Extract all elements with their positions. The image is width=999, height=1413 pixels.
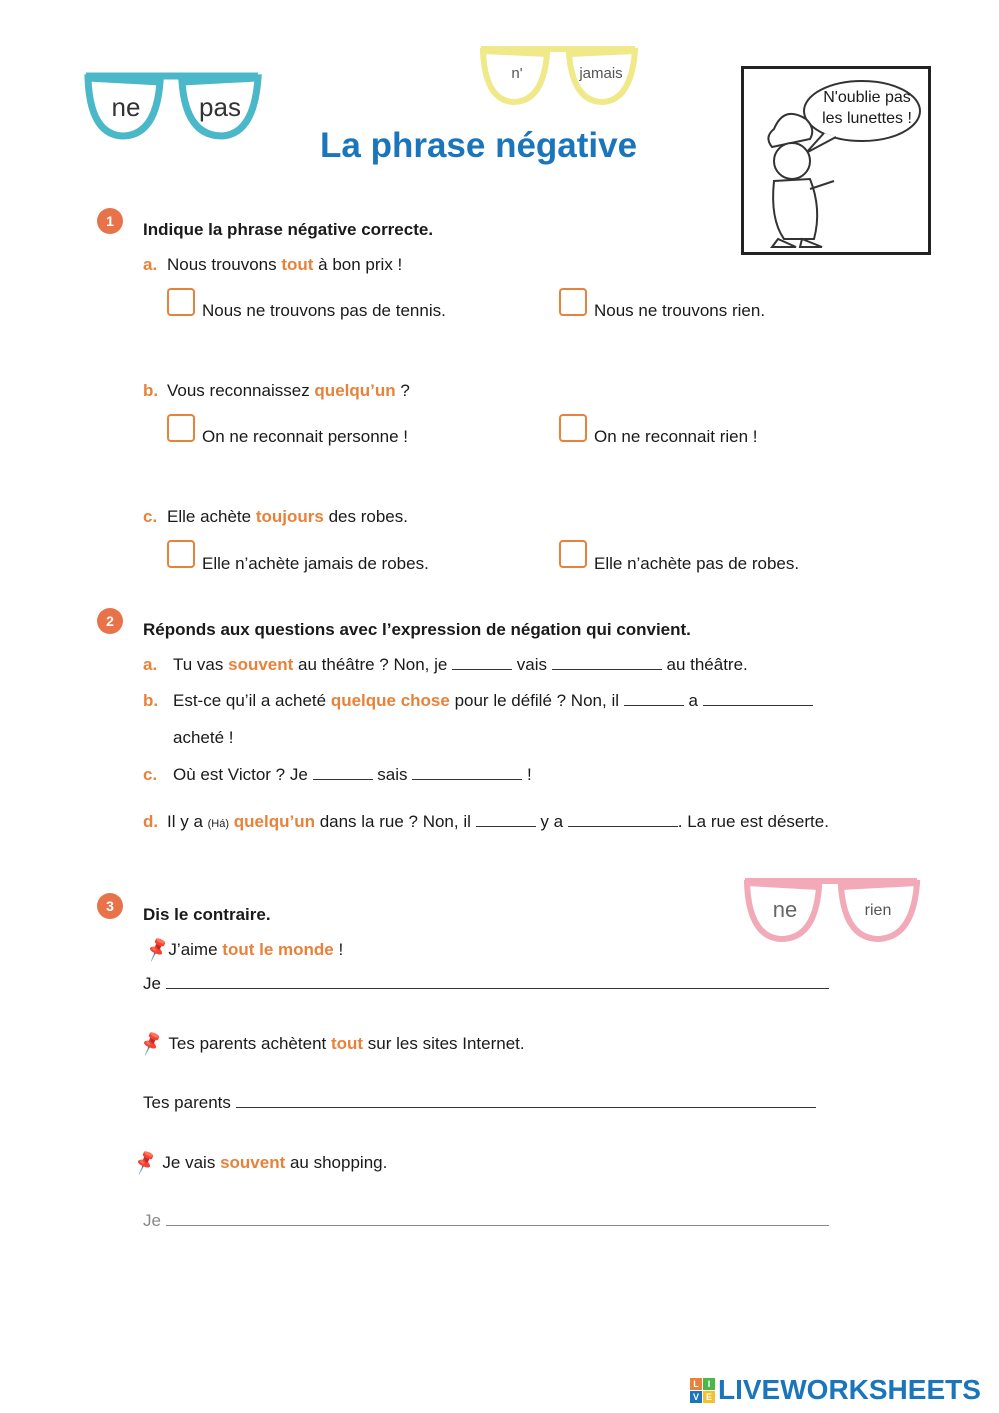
answer-line-3-1: Je bbox=[143, 974, 829, 994]
answer-line-3-3: Je bbox=[143, 1211, 829, 1231]
pink-glasses-left: ne bbox=[772, 897, 798, 922]
checkbox-1a-2[interactable] bbox=[559, 288, 587, 316]
option-1b-2: On ne reconnait rien ! bbox=[594, 427, 758, 446]
question-1b: b. Vous reconnaissez quelqu’un ? bbox=[143, 381, 410, 400]
sentence-3-2: 📌 Tes parents achètent tout sur les sites Internet. bbox=[137, 1029, 525, 1057]
section-1-number: 1 bbox=[97, 208, 123, 234]
logo-icon: L I V E bbox=[690, 1378, 715, 1403]
keyword: souvent bbox=[220, 1153, 286, 1172]
keyword: toujours bbox=[255, 507, 324, 526]
pink-glasses-right: rien bbox=[864, 902, 892, 919]
keyword: quelqu’un bbox=[314, 381, 396, 400]
answer-blank[interactable] bbox=[452, 655, 512, 670]
keyword: tout bbox=[330, 1034, 364, 1053]
keyword: souvent bbox=[228, 655, 294, 674]
answer-blank[interactable] bbox=[313, 765, 373, 780]
comic-frame bbox=[741, 66, 931, 255]
pushpin-icon: 📌 bbox=[131, 1148, 159, 1176]
keyword: quelque chose bbox=[330, 691, 450, 710]
answer-blank[interactable] bbox=[412, 765, 522, 780]
yellow-glasses-left: n' bbox=[511, 65, 523, 82]
question-2c: c. Où est Victor ? Je sais ! bbox=[143, 765, 532, 784]
section-1-heading: Indique la phrase négative correcte. bbox=[143, 220, 434, 239]
question-2b: b. Est-ce qu’il a acheté quelque chose pour le défilé ? Non, il a bbox=[143, 691, 813, 711]
blue-glasses-left: ne bbox=[111, 92, 141, 122]
question-1a: a. Nous trouvons tout à bon prix ! bbox=[143, 255, 403, 274]
answer-input[interactable] bbox=[236, 1093, 816, 1108]
checkbox-1a-1[interactable] bbox=[167, 288, 195, 316]
question-2b-continuation: acheté ! bbox=[173, 728, 234, 747]
keyword: tout bbox=[281, 255, 314, 274]
answer-input[interactable] bbox=[166, 974, 829, 989]
sentence-3-1: 📌J’aime tout le monde ! bbox=[143, 935, 344, 963]
section-3-number: 3 bbox=[97, 893, 123, 919]
question-letter: c. bbox=[143, 507, 158, 526]
pushpin-icon: 📌 bbox=[137, 1029, 165, 1057]
answer-line-3-2: Tes parents bbox=[143, 1093, 816, 1113]
answer-blank[interactable] bbox=[552, 655, 662, 670]
pink-glasses-image bbox=[741, 875, 921, 947]
checkbox-1c-1[interactable] bbox=[167, 540, 195, 568]
answer-blank[interactable] bbox=[703, 691, 813, 706]
blue-glasses-image bbox=[82, 70, 265, 146]
checkbox-1b-2[interactable] bbox=[559, 414, 587, 442]
option-1a-1: Nous ne trouvons pas de tennis. bbox=[202, 301, 446, 320]
page-title: La phrase négative bbox=[320, 126, 638, 165]
sentence-3-3: 📌 Je vais souvent au shopping. bbox=[131, 1148, 388, 1176]
option-1b-1: On ne reconnait personne ! bbox=[202, 427, 409, 446]
answer-blank[interactable] bbox=[476, 812, 536, 827]
pushpin-icon: 📌 bbox=[143, 935, 171, 963]
question-2d: d. Il y a (Há) quelqu’un dans la rue ? Non, il y a . La rue est déserte. bbox=[143, 812, 829, 831]
checkbox-1b-1[interactable] bbox=[167, 414, 195, 442]
section-3-heading: Dis le contraire. bbox=[143, 905, 271, 924]
brand-name: LIVEWORKSHEETS bbox=[718, 1374, 981, 1405]
keyword: tout le monde bbox=[222, 940, 334, 959]
option-1c-1: Elle n’achète jamais de robes. bbox=[202, 554, 429, 573]
question-letter: b. bbox=[143, 381, 159, 400]
keyword: quelqu’un bbox=[233, 812, 315, 831]
comic-speech-bubble-text: N'oublie pas les lunettes ! bbox=[822, 89, 912, 127]
question-2a: a. Tu vas souvent au théâtre ? Non, je vais au théâtre. bbox=[143, 655, 748, 674]
section-2-number: 2 bbox=[97, 608, 123, 634]
option-1c-2: Elle n’achète pas de robes. bbox=[594, 554, 800, 573]
section-2-heading: Réponds aux questions avec l’expression de négation qui convient. bbox=[143, 620, 691, 639]
answer-blank[interactable] bbox=[568, 812, 678, 827]
yellow-glasses-right: jamais bbox=[579, 65, 623, 82]
yellow-glasses-image bbox=[477, 44, 640, 110]
option-1a-2: Nous ne trouvons rien. bbox=[594, 301, 766, 320]
question-1c: c. Elle achète toujours des robes. bbox=[143, 507, 408, 526]
blue-glasses-right: pas bbox=[199, 92, 241, 122]
checkbox-1c-2[interactable] bbox=[559, 540, 587, 568]
question-letter: a. bbox=[143, 255, 158, 274]
liveworksheets-logo bbox=[690, 1374, 981, 1406]
answer-blank[interactable] bbox=[624, 691, 684, 706]
answer-input[interactable] bbox=[166, 1211, 829, 1226]
